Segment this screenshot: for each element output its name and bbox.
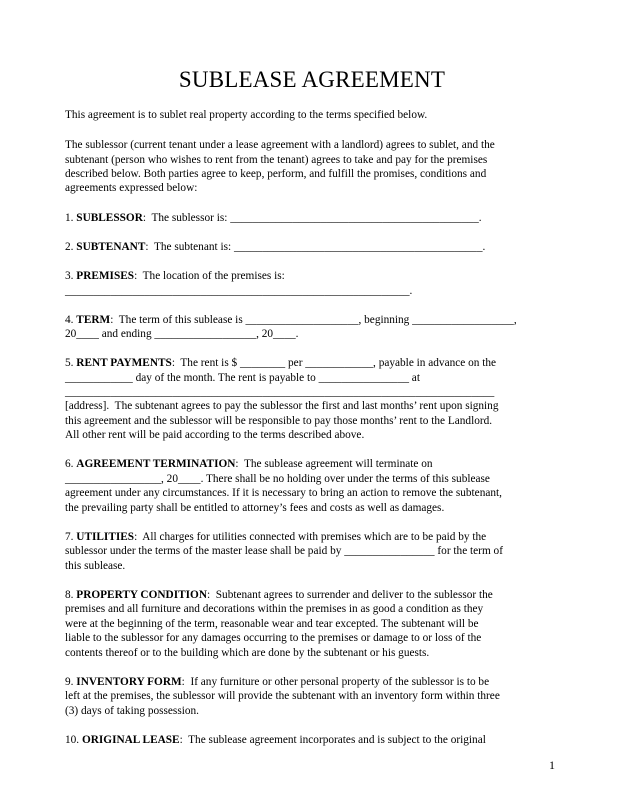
preamble-line: described below. Both parties agree to keep, perform, and fulfill the promises, conditions and xyxy=(65,168,487,180)
document-title: SUBLEASE AGREEMENT xyxy=(178,67,446,92)
preamble-line: The sublessor (current tenant under a lease agreement with a landlord) agrees to sublet, and the xyxy=(65,139,495,151)
section-text: : All charges for utilities connected with premises which are to be paid by the xyxy=(134,531,487,543)
section-heading: ORIGINAL LEASE xyxy=(81,734,180,746)
section-term-line: 20____ and ending __________________, 20____. xyxy=(65,328,299,340)
section-text: : The location of the premises is: xyxy=(134,270,285,282)
section-heading: INVENTORY FORM xyxy=(76,676,182,688)
preamble-line: subtenant (person who wishes to rent from the tenant) agrees to take and pay for the premises xyxy=(65,154,488,166)
section-subtenant: 2. SUBTENANT: The subtenant is: ____________________________________________. xyxy=(65,241,486,253)
preamble-line: agreements expressed below: xyxy=(65,182,198,194)
section-utilities: 7. UTILITIES: All charges for utilities connected with premises which are to be paid by the xyxy=(65,531,487,543)
page-number: 1 xyxy=(549,758,555,772)
section-text: : The sublease agreement incorporates and is subject to the original xyxy=(179,734,486,746)
section-line: [address]. The subtenant agrees to pay the sublessor the first and last months’ rent upon signing xyxy=(65,400,499,412)
section-premises-line: _____________________________________________________________. xyxy=(65,285,413,297)
section-heading: UTILITIES xyxy=(76,531,135,543)
section-text: : Subtenant agrees to surrender and deliver to the sublessor the xyxy=(206,589,493,601)
section-inventory-form: 9. INVENTORY FORM: If any furniture or other personal property of the sublessor is to be xyxy=(65,676,490,688)
section-original-lease: 10. ORIGINAL LEASE: The sublease agreement incorporates and is subject to the original xyxy=(65,734,486,746)
section-heading: PREMISES xyxy=(76,270,135,282)
section-text: : The subtenant is: ____________________________________________. xyxy=(145,241,486,253)
section-line: liable to the sublessor for any damages occurring to the premises or damage to or loss of the xyxy=(65,632,482,644)
section-line: _________________, 20____. There shall be no holding over under the terms of this sublease xyxy=(65,473,490,485)
section-text: : The sublessor is: ____________________________________________. xyxy=(142,212,482,224)
section-text: : The sublease agreement will terminate on xyxy=(235,458,433,470)
section-line: this sublease. xyxy=(65,560,126,572)
section-line: premises and all furniture and decorations within the premises in as good a condition as they xyxy=(65,603,484,615)
section-line: the prevailing party shall be entitled to attorney’s fees and costs as well as damages. xyxy=(65,502,445,514)
section-text: : The term of this sublease is ____________________, beginning __________________, xyxy=(110,314,517,326)
section-line: contents thereof or to the building which are done by the subtenant or his guests. xyxy=(65,647,430,659)
intro-text: This agreement is to sublet real property according to the terms specified below. xyxy=(65,109,428,121)
section-heading: TERM xyxy=(76,314,111,326)
section-line: ____________ day of the month. The rent is payable to ________________ at xyxy=(65,372,420,384)
section-premises: 3. PREMISES: The location of the premises is: xyxy=(65,270,285,282)
section-text: : If any furniture or other personal property of the sublessor is to be xyxy=(181,676,490,688)
section-line: ____________________________________________________________________________ xyxy=(65,386,495,398)
section-text: : The rent is $ ________ per ____________, payable in advance on the xyxy=(171,357,497,369)
section-line: (3) days of taking possession. xyxy=(65,705,199,717)
section-line: sublessor under the terms of the master lease shall be paid by ________________ for the term of xyxy=(65,545,503,557)
section-heading: SUBLESSOR xyxy=(76,212,143,224)
section-term: 4. TERM: The term of this sublease is ____________________, beginning __________________, xyxy=(65,314,517,326)
section-heading: RENT PAYMENTS xyxy=(76,357,172,369)
section-heading: AGREEMENT TERMINATION xyxy=(76,458,236,470)
section-sublessor: 1. SUBLESSOR: The sublessor is: ____________________________________________. xyxy=(65,212,482,224)
section-line: this agreement and the sublessor will be responsible to pay those months’ rent to the Landlord. xyxy=(65,415,493,427)
section-property-condition: 8. PROPERTY CONDITION: Subtenant agrees to surrender and deliver to the sublessor the xyxy=(65,589,493,601)
section-line: left at the premises, the sublessor will provide the subtenant with an inventory form within three xyxy=(65,690,500,702)
section-agreement-termination: 6. AGREEMENT TERMINATION: The sublease agreement will terminate on xyxy=(65,458,433,470)
section-line: agreement under any circumstances. If it is necessary to bring an action to remove the subtenant, xyxy=(65,487,502,499)
section-line: were at the beginning of the term, reasonable wear and tear excepted. The subtenant will be xyxy=(65,618,479,630)
section-heading: PROPERTY CONDITION xyxy=(76,589,207,601)
section-rent-payments: 5. RENT PAYMENTS: The rent is $ ________ per ____________, payable in advance on the xyxy=(65,357,497,369)
section-line: All other rent will be paid according to the terms described above. xyxy=(65,429,365,441)
section-heading: SUBTENANT xyxy=(76,241,146,253)
